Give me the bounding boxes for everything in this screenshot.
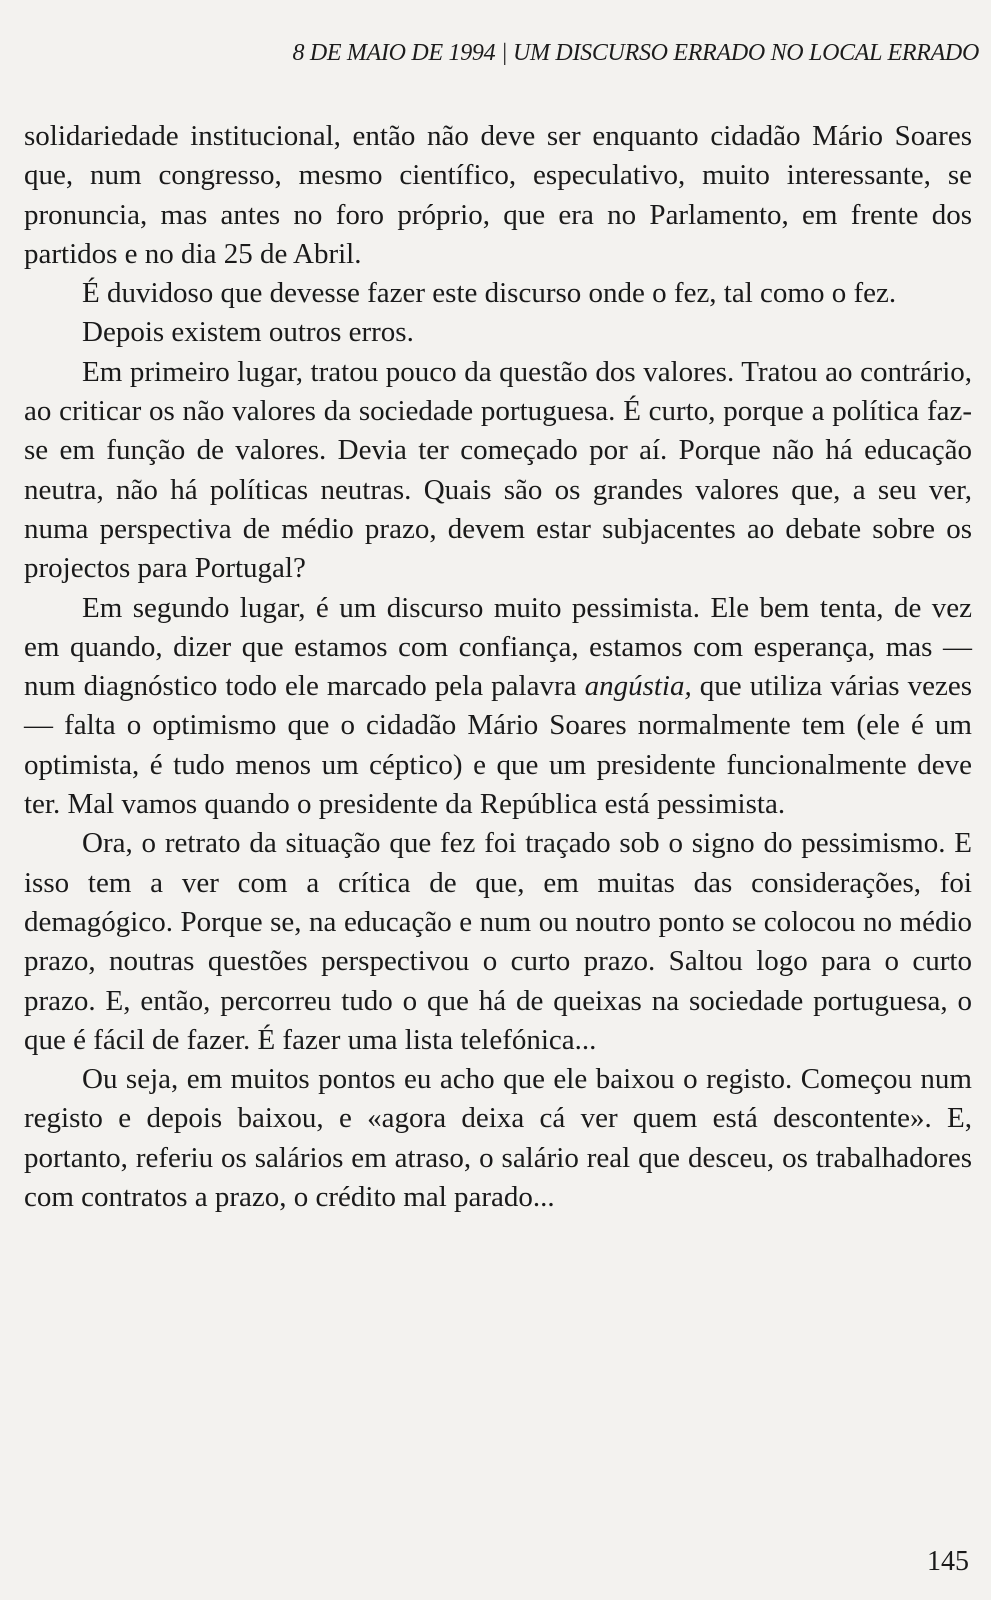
paragraph-5 — [24, 589, 972, 825]
body-text — [24, 117, 972, 1217]
page-number: 145 — [927, 1546, 969, 1577]
paragraph-5-text-end: que utiliza várias vezes — falta o optimismo que o cidadão Mário Soares normalmente tem (ele é um optimista, é tudo menos um céptico) e que um presidente funcionalmente deve ter. Mal vamos quando o presidente da República está pessimista. — [24, 670, 972, 821]
emphasized-word: angústia, — [584, 670, 692, 703]
paragraph-2: É duvidoso que devesse fazer este discurso onde o fez, tal como o fez. — [82, 277, 897, 310]
paragraph-6: Ora, o retrato da situação que fez foi traçado sob o signo do pessimismo. E isso tem a ver com a crítica de que, em muitas das considerações, foi demagógico. Porque se, na educação e num ou noutro ponto se colocou no médio prazo, noutras questões perspectivou o curto prazo. Saltou logo para o curto prazo. E, então, percorreu tudo o que há de queixas na sociedade portuguesa, o que é fácil de fazer. É fazer uma lista telefónica... — [24, 827, 972, 1056]
paragraph-5-text-start: Em segundo lugar, é um discurso muito pessimista. Ele bem tenta, de vez em quando, dizer que estamos com confiança, estamos com esperança, mas — num diagnóstico todo ele marcado pela palavra — [24, 591, 972, 703]
paragraph-3: Depois existem outros erros. — [82, 316, 414, 349]
paragraph-4: Em primeiro lugar, tratou pouco da questão dos valores. Tratou ao contrário, ao criticar os não valores da sociedade portuguesa. É curto, porque a política faz-se em função de valores. Devia ter começado por aí. Porque não há educação neutra, não há políticas neutras. Quais são os grandes valores que, a seu ver, numa perspectiva de médio prazo, devem estar subjacentes ao debate sobre os projectos para Portugal? — [24, 355, 972, 585]
running-header: 8 DE MAIO DE 1994 | UM DISCURSO ERRADO NO LOCAL ERRADO — [292, 40, 979, 66]
paragraph-1: solidariedade institucional, então não deve ser enquanto cidadão Mário Soares que, num congresso, mesmo científico, especulativo, muito interessante, se pronuncia, mas antes no foro próprio, que era no Parlamento, em frente dos partidos e no dia 25 de Abril. — [24, 120, 972, 270]
paragraph-7: Ou seja, em muitos pontos eu acho que ele baixou o registo. Começou num registo e depois baixou, e «agora deixa cá ver quem está descontente». E, portanto, referiu os salários em atraso, o salário real que desceu, os trabalhadores com contratos a prazo, o crédito mal parado... — [24, 1063, 972, 1214]
